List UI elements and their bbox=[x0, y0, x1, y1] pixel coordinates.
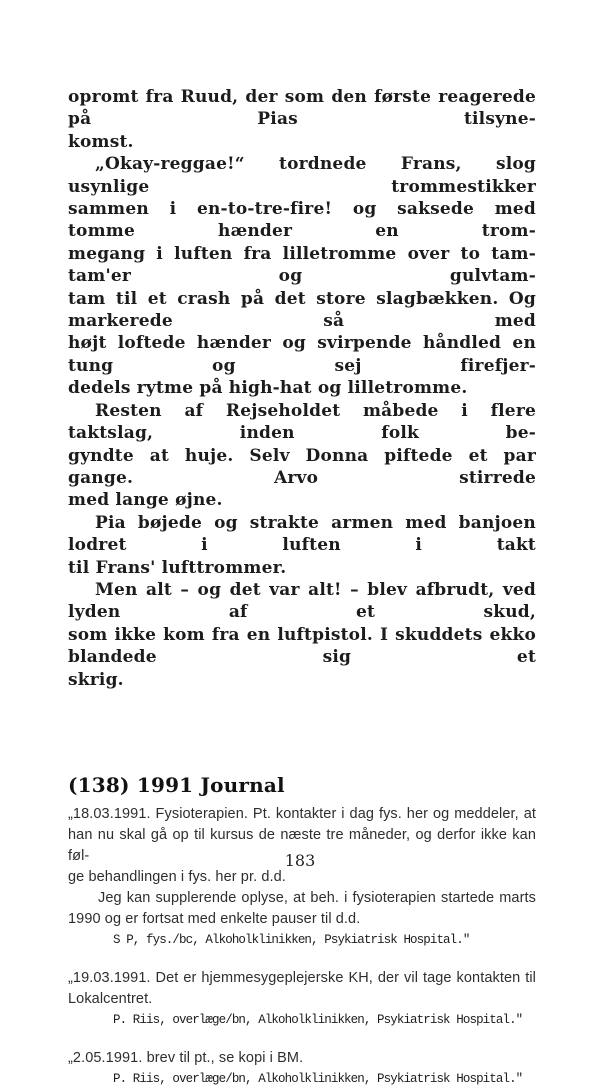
text-line: 1990 og er fortsat med enkelte pauser til d.d. bbox=[68, 910, 361, 927]
text-line: komst. bbox=[68, 131, 134, 152]
journal-heading: (138) 1991 Journal bbox=[68, 772, 285, 797]
text-line: „19.03.1991. Det er hjemmesygeplejerske KH, der vil tage kontakten til bbox=[68, 969, 536, 986]
text-line: Pia bøjede og strakte armen med banjoen lodret i luften i takt bbox=[68, 512, 536, 556]
text-line: sammen i en-to-tre-fire! og saksede med tomme hænder en trom- bbox=[68, 199, 536, 242]
text-line: som ikke kom fra en luftpistol. I skuddets ekko blandede sig et bbox=[68, 624, 536, 668]
paragraph bbox=[68, 400, 536, 512]
text-line: „2.05.1991. brev til pt., se kopi i BM. bbox=[68, 1049, 304, 1066]
journal-entry bbox=[68, 1048, 536, 1088]
text-line: Jeg kan supplerende oplyse, at beh. i fysioterapien startede marts bbox=[98, 889, 536, 906]
paragraph bbox=[68, 888, 536, 930]
paragraph bbox=[68, 86, 536, 153]
page-number: 183 bbox=[284, 851, 316, 870]
text-line: „18.03.1991. Fysioterapien. Pt. kontakter i dag fys. her og meddeler, at bbox=[68, 805, 536, 822]
signature-line: S P, fys./bc, Alkoholklinikken, Psykiatrisk Hospital." bbox=[113, 932, 470, 947]
journal-entry bbox=[68, 968, 536, 1029]
text-line: opromt fra Ruud, der som den første reagerede på Pias tilsyne- bbox=[68, 87, 536, 130]
text-line: „Okay-reggae!“ tordnede Frans, slog usynlige trommestikker bbox=[68, 154, 536, 197]
text-line: megang i luften fra lilletromme over to tam-tam'er og gulvtam- bbox=[68, 243, 536, 287]
text-line: dedels rytme på high-hat og lilletromme. bbox=[68, 378, 468, 399]
novel-text bbox=[68, 86, 536, 691]
text-line: skrig. bbox=[68, 669, 124, 690]
text-line: tam til et crash på det store slagbækken. Og markerede så med bbox=[68, 288, 536, 332]
paragraph bbox=[68, 1048, 536, 1069]
paragraph bbox=[68, 579, 536, 691]
paragraph bbox=[68, 153, 536, 399]
text-line: ge behandlingen i fys. her pr. d.d. bbox=[68, 868, 286, 885]
text-line: Lokalcentret. bbox=[68, 990, 153, 1007]
text-line: Men alt – og det var alt! – blev afbrudt, ved lyden af et skud, bbox=[68, 579, 536, 623]
paragraph bbox=[68, 968, 536, 1010]
text-line: med lange øjne. bbox=[68, 490, 223, 511]
journal-entries bbox=[68, 804, 536, 1088]
signature-line: P. Riis, overlæge/bn, Alkoholklinikken, Psykiatrisk Hospital." bbox=[113, 1012, 523, 1027]
text-line: højt loftede hænder og svirpende håndled en tung og sej firefjer- bbox=[68, 333, 536, 376]
text-line: han nu skal gå op til kursus de næste tre måneder, og derfor ikke kan føl- bbox=[68, 826, 536, 864]
journal-entry bbox=[68, 804, 536, 949]
signature-line: P. Riis, overlæge/bn, Alkoholklinikken, Psykiatrisk Hospital." bbox=[113, 1071, 523, 1086]
text-line: til Frans' lufttrommer. bbox=[68, 557, 287, 578]
text-line: gyndte at huje. Selv Donna piftede et par gange. Arvo stirrede bbox=[68, 445, 536, 488]
paragraph bbox=[68, 512, 536, 579]
paragraph bbox=[68, 804, 536, 888]
text-line: Resten af Rejseholdet måbede i flere taktslag, inden folk be- bbox=[68, 400, 536, 444]
